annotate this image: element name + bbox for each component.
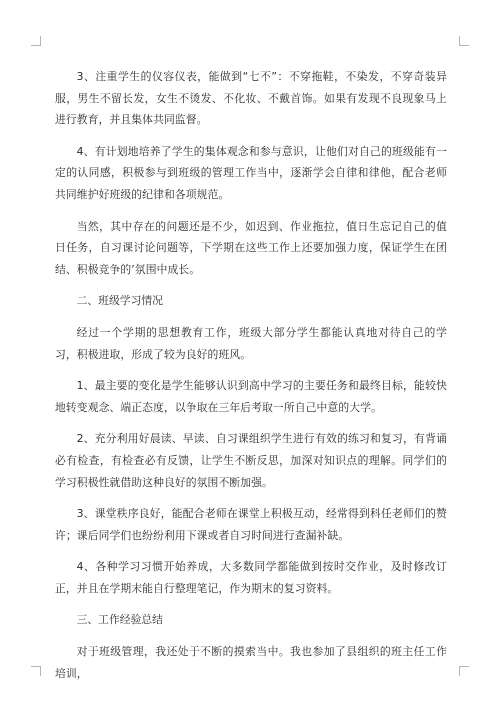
paragraph-study-overview: 经过一个学期的思想教育工作，班级大部分学生都能认真地对待自己的学习，积极进取，形成了较为良好的班风。 [55, 325, 447, 361]
section-heading-experience: 三、工作经验总结 [76, 613, 163, 627]
paragraph-collective-awareness: 4、有计划地培养了学生的集体观念和参与意识，让他们对自己的班级能有一定的认同感，积极参与到班级的管理工作当中，逐渐学会自律和律他，配合老师共同维护好班级的纪律和各项规范。 [55, 144, 447, 201]
paragraph-study-goal: 1、最主要的变化是学生能够认识到高中学习的主要任务和最终目标，能较快地转变观念、端正态度，以争取在三年后考取一所自己中意的大学。 [55, 379, 447, 414]
paragraph-existing-problems: 当然，其中存在的问题还是不少，如迟到、作业拖拉，值日生忘记自己的值日任务，自习课讨论问题等，下学期在这些工作上还要加强力度，保证学生在团结、积极竞争的’氛围中成长。 [55, 219, 447, 276]
paragraph-appearance-rules: 3、注重学生的仪容仪表，能做到“七不”：不穿拖鞋，不染发，不穿奇装异服，男生不留长发，女生不烫发、不化妆、不戴首饰。如果有发现不良现象马上进行教育，并且集体共同监督。 [55, 70, 447, 127]
crop-mark-bottom-right [459, 666, 469, 676]
document-body [55, 66, 447, 684]
paragraph-experience-start: 对于班级管理，我还处于不断的摸索当中。我也参加了县组织的班主任工作培训， [55, 645, 447, 680]
crop-mark-top-right [459, 36, 469, 46]
paragraph-classroom-order: 3、课堂秩序良好，能配合老师在课堂上积极互动，经常得到科任老师们的赞许；课后同学们也纷纷利用下课或者自习时间进行查漏补缺。 [55, 507, 447, 542]
crop-mark-bottom-left [31, 666, 41, 676]
section-heading-study: 二、班级学习情况 [76, 294, 163, 308]
paragraph-study-habits: 4、各种学习习惯开始养成，大多数同学都能做到按时交作业，及时修改订正，并且在学期末能自行整理笔记，作为期末的复习资料。 [55, 560, 447, 595]
paragraph-study-practice: 2、充分利用好晨读、早读、自习课组织学生进行有效的练习和复习，有背诵必有检查，有检查必有反馈，让学生不断反思，加深对知识点的理解。同学们的学习积极性就借助这种良好的氛围不断加强。 [55, 432, 447, 489]
crop-mark-top-left [31, 36, 41, 46]
